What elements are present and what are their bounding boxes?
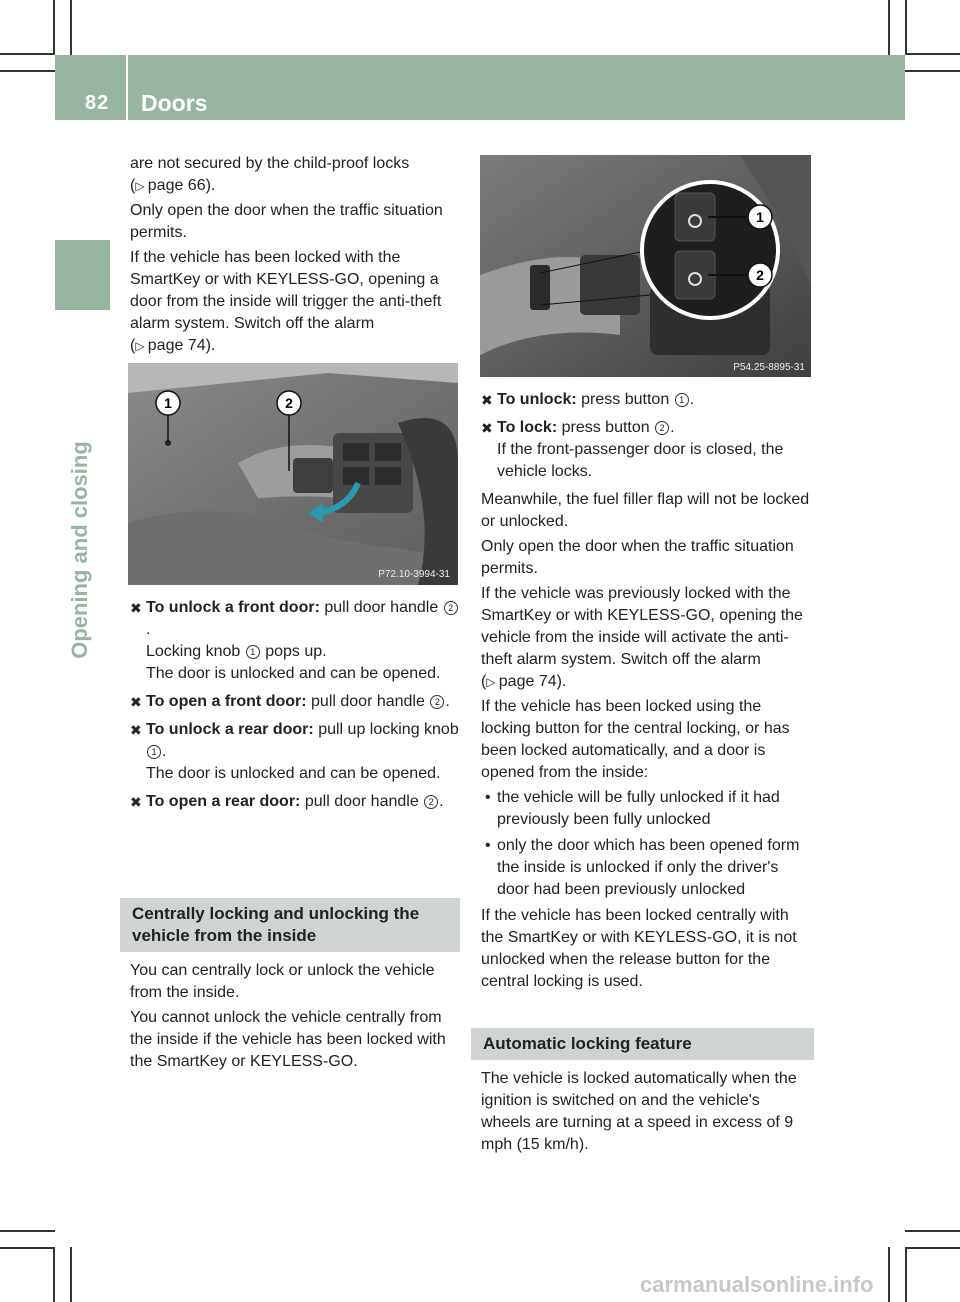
crop-mark: [888, 1247, 890, 1302]
locked-paragraph: If the vehicle has been locked with the SmartKey or with KEYLESS-GO, opening a door from the inside will trigger the anti-theft alarm system. Switch off the alarm (▷ page 74).: [130, 249, 442, 354]
central-locking-buttons-photo: [480, 155, 811, 377]
crop-mark: [905, 1230, 960, 1232]
step-unlock-front: ✖ To unlock a front door: pull door handle 2. Locking knob 1 pops up. The door is unlocked and can be opened.: [130, 597, 460, 685]
callout-1: 1: [164, 395, 172, 411]
previously-locked-paragraph: If the vehicle was previously locked with the SmartKey or with KEYLESS-GO, opening the vehicle from the inside will activate the anti-theft alarm system. Switch off the alarm (▷ page 74).: [481, 585, 803, 690]
left-steps: [130, 597, 460, 819]
step-unlock: ✖ To unlock: press button 1 .: [481, 389, 814, 411]
step-arrow-icon: ✖: [481, 420, 493, 436]
bullet-icon: •: [485, 789, 491, 806]
page-ref-icon: ▷: [486, 675, 496, 689]
step-arrow-icon: ✖: [130, 722, 142, 738]
automatic-locking-section: [471, 1028, 814, 1159]
central-p1: You can centrally lock or unlock the vehicle from the inside.: [130, 962, 435, 1001]
step-arrow-icon: ✖: [481, 392, 493, 408]
callout-2-icon: 2: [655, 421, 669, 435]
crop-mark: [905, 1247, 960, 1249]
only-open-paragraph: Only open the door when the traffic situation permits.: [130, 202, 443, 241]
automatic-locking-paragraph: The vehicle is locked automatically when the ignition is switched on and the vehicle's wheels are turning at a speed in excess of 9 mph (15 km/h).: [481, 1070, 797, 1153]
crop-mark: [0, 53, 55, 55]
right-column: [481, 389, 814, 996]
left-column-top: [130, 153, 460, 360]
door-handle-illustration: [128, 363, 458, 585]
crop-mark: [905, 70, 960, 72]
central-locked-paragraph: If the vehicle has been locked using the locking button for the central locking, or has been locked automatically, and a door is opened from the inside:: [481, 698, 790, 781]
step-arrow-icon: ✖: [130, 694, 142, 710]
watermark: carmanualsonline.info: [640, 1272, 874, 1297]
step-open-front: ✖ To open a front door: pull door handle 2 .: [130, 691, 460, 713]
crop-mark: [70, 1247, 72, 1302]
list-item: • the vehicle will be fully unlocked if it had previously been fully unlocked: [485, 789, 780, 828]
callout-2-icon: 2: [430, 695, 444, 709]
central-locking-heading: Centrally locking and unlocking the vehicle from the inside: [120, 898, 460, 952]
central-locking-section: [120, 898, 460, 1076]
list-item: • only the door which has been opened form the inside is unlocked if only the driver's door had been previously unlocked: [485, 837, 800, 898]
crop-mark: [905, 0, 907, 55]
callout-1-icon: 1: [246, 645, 260, 659]
crop-mark: [0, 1247, 55, 1249]
step-lock: ✖ To lock: press button 2 . If the front-passenger door is closed, the vehicle locks.: [481, 419, 784, 480]
central-p2: You cannot unlock the vehicle centrally from the inside if the vehicle has been locked with the SmartKey or KEYLESS-GO.: [130, 1009, 446, 1070]
page-ref-icon: ▷: [135, 179, 145, 193]
page-number: 82: [85, 92, 110, 114]
callout-2-icon: 2: [424, 795, 438, 809]
callout-2-icon: 2: [444, 601, 458, 615]
callout-2: 2: [285, 395, 293, 411]
step-unlock-rear: ✖ To unlock a rear door: pull up locking knob 1 . The door is unlocked and can be opened.: [130, 721, 459, 782]
fuel-flap-paragraph: Meanwhile, the fuel filler flap will not be locked or unlocked.: [481, 491, 810, 530]
crop-mark: [905, 1247, 907, 1302]
image-code: P54.25-8895-31: [733, 362, 805, 373]
callout-2: 2: [756, 267, 764, 283]
only-open-paragraph: Only open the door when the traffic situation permits.: [481, 538, 794, 577]
step-arrow-icon: ✖: [130, 600, 142, 616]
side-tab-block: [55, 240, 110, 310]
crop-mark: [888, 0, 890, 55]
crop-mark: [53, 1247, 55, 1302]
callout-1-icon: 1: [147, 745, 161, 759]
door-handle-photo: [128, 363, 458, 585]
image-code: P72.10-3994-31: [378, 569, 450, 580]
intro-paragraph: are not secured by the child-proof locks (▷ page 66).: [130, 155, 410, 194]
buttons-illustration: [480, 155, 811, 377]
crop-mark: [0, 1230, 55, 1232]
crop-mark: [53, 0, 55, 55]
callout-1: 1: [756, 209, 764, 225]
crop-mark: [905, 53, 960, 55]
step-open-rear: ✖ To open a rear door: pull door handle 2 .: [130, 791, 460, 813]
automatic-locking-heading: Automatic locking feature: [471, 1028, 814, 1060]
step-arrow-icon: ✖: [130, 794, 142, 810]
keyless-paragraph: If the vehicle has been locked centrally with the SmartKey or with KEYLESS-GO, it is not unlocked when the release button for the central locking is used.: [481, 907, 797, 990]
page-ref-icon: ▷: [135, 339, 145, 353]
section-title: Doors: [141, 90, 208, 116]
crop-mark: [70, 0, 72, 55]
header-divider: [126, 55, 128, 120]
chapter-label: Opening and closing: [67, 441, 92, 659]
crop-mark: [0, 70, 55, 72]
callout-1-icon: 1: [675, 393, 689, 407]
bullet-icon: •: [485, 837, 491, 854]
